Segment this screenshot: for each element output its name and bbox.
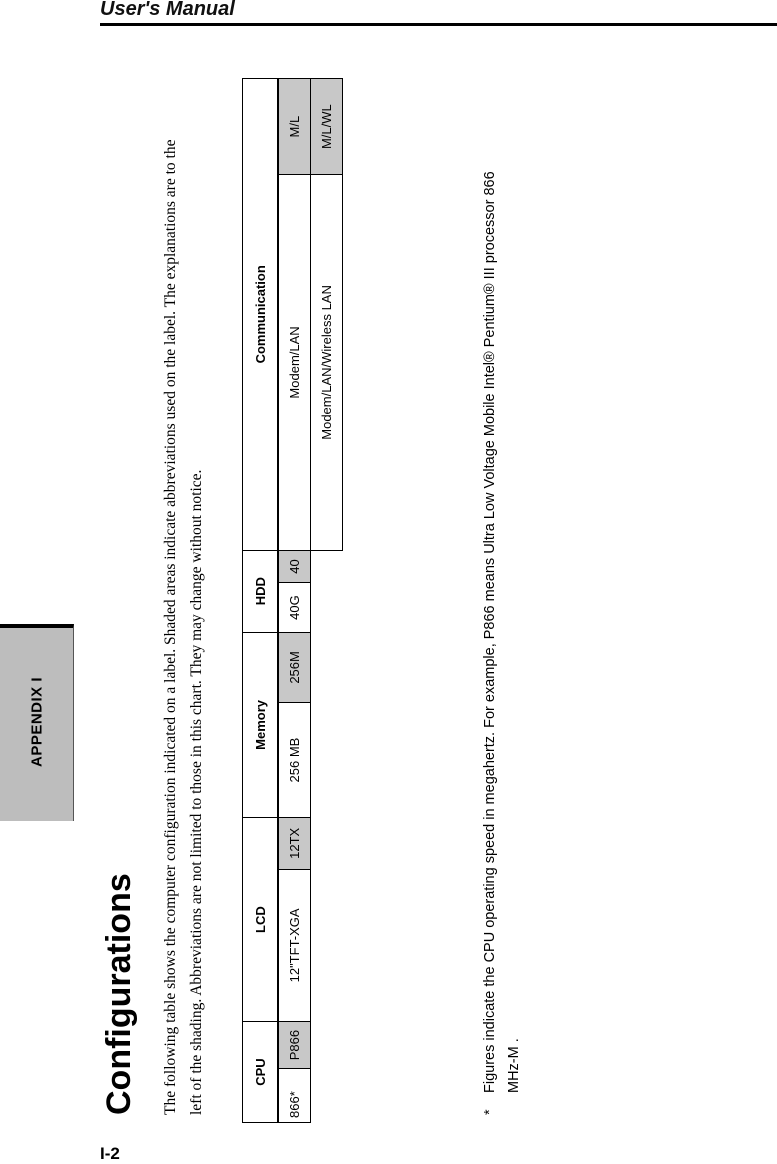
header-memory: Memory <box>243 632 279 817</box>
communication-abbr-cell: M/L/WL <box>311 79 343 175</box>
lcd-cell: 12"TFT-XGA <box>278 869 311 1021</box>
page-number: I-2 <box>100 1144 120 1163</box>
lcd-abbr-cell: 12TX <box>278 818 311 870</box>
communication-cell: Modem/LAN/Wireless LAN <box>311 175 343 550</box>
footnote-marker: * <box>482 1109 498 1115</box>
communication-abbr-cell: M/L <box>278 79 311 175</box>
header-title: User's Manual <box>100 0 235 20</box>
header-rule <box>100 23 777 26</box>
hdd-cell: 40G <box>278 583 311 632</box>
cpu-speed-cell: 866* <box>278 1069 311 1123</box>
header-cpu: CPU <box>243 1022 279 1123</box>
header-communication: Communication <box>243 79 279 551</box>
header-lcd: LCD <box>243 818 279 1022</box>
configuration-table <box>242 78 343 1123</box>
intro-paragraph: The following table shows the computer configuration indicated on a label. Shaded areas indicate abbreviations used on the label. The explanations are to the left of the shading. Abbreviations are not limited to those in this chart. They may change without notice. <box>162 139 205 1115</box>
header-hdd: HDD <box>243 550 279 632</box>
empty-cell <box>311 550 343 1122</box>
table-row <box>278 79 311 1123</box>
communication-cell: Modem/LAN <box>278 175 311 550</box>
appendix-label: APPENDIX I <box>28 676 46 768</box>
cpu-abbr-cell: P866 <box>278 1022 311 1069</box>
table-header-row <box>243 79 279 1123</box>
footnote-text: Figures indicate the CPU operating speed in megahertz. For example, P866 means Ultra Low Voltage Mobile Intel® Pentium® III processor 866 MHz-M . <box>482 171 522 1093</box>
hdd-abbr-cell: 40 <box>278 550 311 583</box>
rotated-content <box>100 65 522 1118</box>
page-title: Configurations <box>100 873 138 1115</box>
memory-cell: 256 MB <box>278 703 311 818</box>
memory-abbr-cell: 256M <box>278 632 311 702</box>
table-row <box>311 79 343 1123</box>
